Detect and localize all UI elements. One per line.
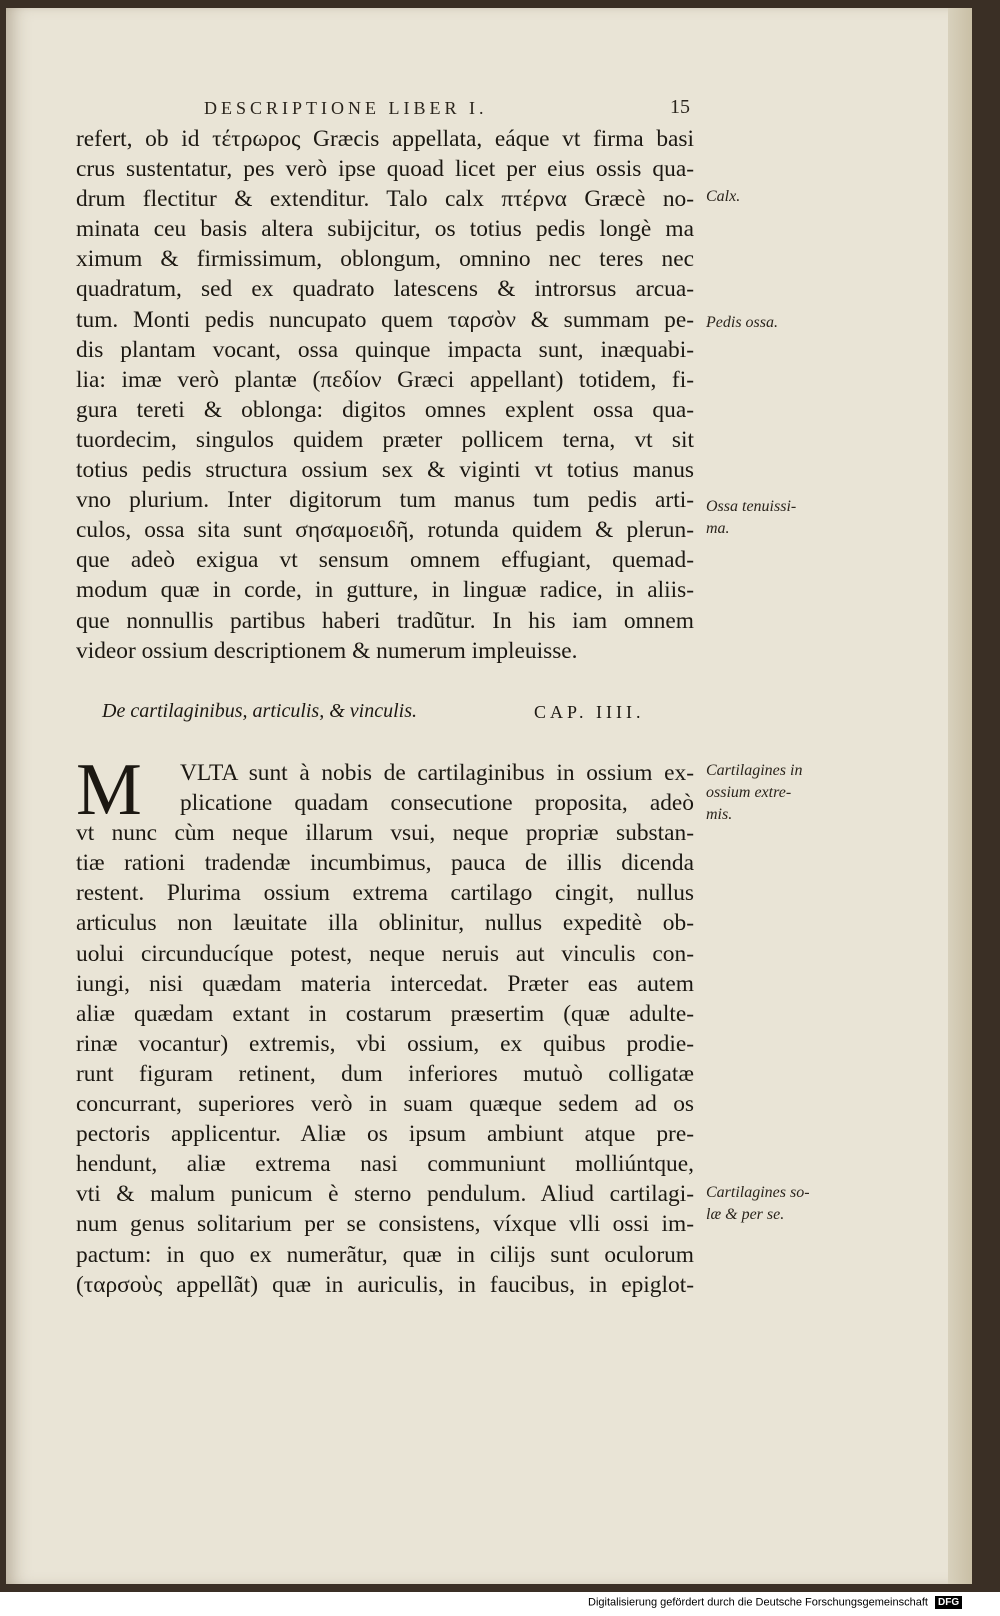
text-line: articulus non læuitate illa oblinitur, nullus expeditè ob- [76,910,694,937]
digitization-credit [588,1596,962,1609]
text-line: runt figuram retinent, dum inferiores mutuò colligatæ [76,1060,694,1087]
text-line: pectoris applicentur. Aliæ os ipsum ambiunt atque pre- [76,1121,694,1148]
marginal-line: Cartilagines in [706,762,803,779]
text-line: quadratum, sed ex quadrato latescens & introrsus arcua- [76,276,694,303]
text-line: crus sustentatur, pes verò ipse quoad licet per eius ossis qua- [76,156,694,183]
paragraph-bones-of-foot [76,124,694,666]
marginal-note-ossa-tenuissima [706,496,826,540]
text-line: gura tereti & oblonga: digitos omnes explent ossa qua- [76,396,694,423]
marginal-note-calx [706,186,826,208]
marginal-line: Cartilagines so- [706,1184,810,1201]
text-line: hendunt, aliæ extrema nasi communiunt molliúntque, [76,1151,694,1178]
text-line: concurrant, superiores verò in suam quæque sedem ad os [76,1091,694,1118]
text-line: vt nunc cùm neque illarum vsui, neque propriæ substan- [76,820,694,847]
text-line: totius pedis structura ossium sex & viginti vt totius manus [76,457,694,484]
marginal-line: læ & per se. [706,1206,785,1223]
chapter-heading [102,700,682,723]
text-line: vno plurium. Inter digitorum tum manus tum pedis arti- [76,487,694,514]
text-line: num genus solitarium per se consistens, víxque vlli ossi im- [76,1211,694,1238]
marginal-note-cartilagines-solae [706,1182,826,1226]
text-line: restent. Plurima ossium extrema cartilago cingit, nullus [76,880,694,907]
text-line: VLTA sunt à nobis de cartilaginibus in ossium ex- [180,760,694,786]
text-line: (ταρσοὺς appellãt) quæ in auriculis, in faucibus, in epiglot- [76,1271,694,1298]
marginal-line: ma. [706,520,730,537]
text-line: videor ossium descriptionem & numerum impleuisse. [76,637,578,664]
drop-cap: M [76,749,142,831]
text-line: tiæ rationi tradendæ incumbimus, pauca de illis dicenda [76,850,694,877]
text-line: iungi, nisi quædam materia intercedat. Præter eas autem [76,970,694,997]
marginal-line: ossium extre- [706,784,792,801]
marginal-note-cartilagines-extremis [706,760,826,826]
paragraph-cartilages [76,749,694,1300]
text-line: rinæ vocantur) extremis, vbi ossium, ex quibus prodie- [76,1030,694,1057]
text-line: uolui circunducíque potest, neque neruis aut vinculis con- [76,940,694,967]
page-edge [948,8,972,1584]
marginal-line: mis. [706,806,733,823]
text-line: refert, ob id τέτρωρος Græcis appellata, eáque vt firma basi [76,126,694,152]
text-line: minata ceu basis altera subijcitur, os totius pedis longè ma [76,216,694,243]
text-line: drum flectitur & extenditur. Talo calx πτέρνα Græcè no- [76,186,694,213]
text-line: pactum: in quo ex numerãtur, quæ in cilijs sunt oculorum [76,1241,694,1268]
marginal-note-pedis-ossa [706,312,826,334]
text-line: vti & malum punicum è sterno pendulum. Aliud cartilagi- [76,1181,694,1208]
text-line: plicatione quadam consecutione proposita, adeò [180,790,694,817]
text-line: aliæ quædam extant in costarum præsertim (quæ adulte- [76,1000,694,1027]
text-line: modum quæ in corde, in gutture, in linguæ radice, in aliis- [76,577,694,604]
marginal-line: Ossa tenuissi- [706,498,797,515]
text-line: ximum & firmissimum, oblongum, omnino nec teres nec [76,246,694,273]
text-line: lia: imæ verò plantæ (πεδίον Græci appellant) totidem, fi- [76,366,694,393]
page-number: 15 [670,96,690,118]
text-line: que nonnullis partibus haberi tradũtur. In his iam omnem [76,607,694,634]
marginal-line: Pedis ossa. [706,314,778,331]
dfg-logo: DFG [935,1596,962,1609]
marginal-line: Calx. [706,188,741,205]
text-line: que adeò exigua vt sensum omnem effugiant, quemad- [76,547,694,574]
text-line: dis plantam vocant, ossa quinque impacta sunt, inæquabi- [76,336,694,363]
text-line: culos, ossa sita sunt σησαμοειδῆ, rotunda quidem & plerun- [76,517,694,544]
running-head: DESCRIPTIONE LIBER I. [204,98,488,118]
chapter-number: CAP. IIII. [534,702,645,722]
text-line: tuordecim, singulos quidem præter pollicem terna, vt sit [76,426,694,453]
chapter-title: De cartilaginibus, articulis, & vinculis. [102,700,417,722]
credit-text: Digitalisierung gefördert durch die Deutsche Forschungsgemeinschaft [588,1596,928,1609]
text-line: tum. Monti pedis nuncupato quem ταρσὸν & summam pe- [76,306,694,333]
